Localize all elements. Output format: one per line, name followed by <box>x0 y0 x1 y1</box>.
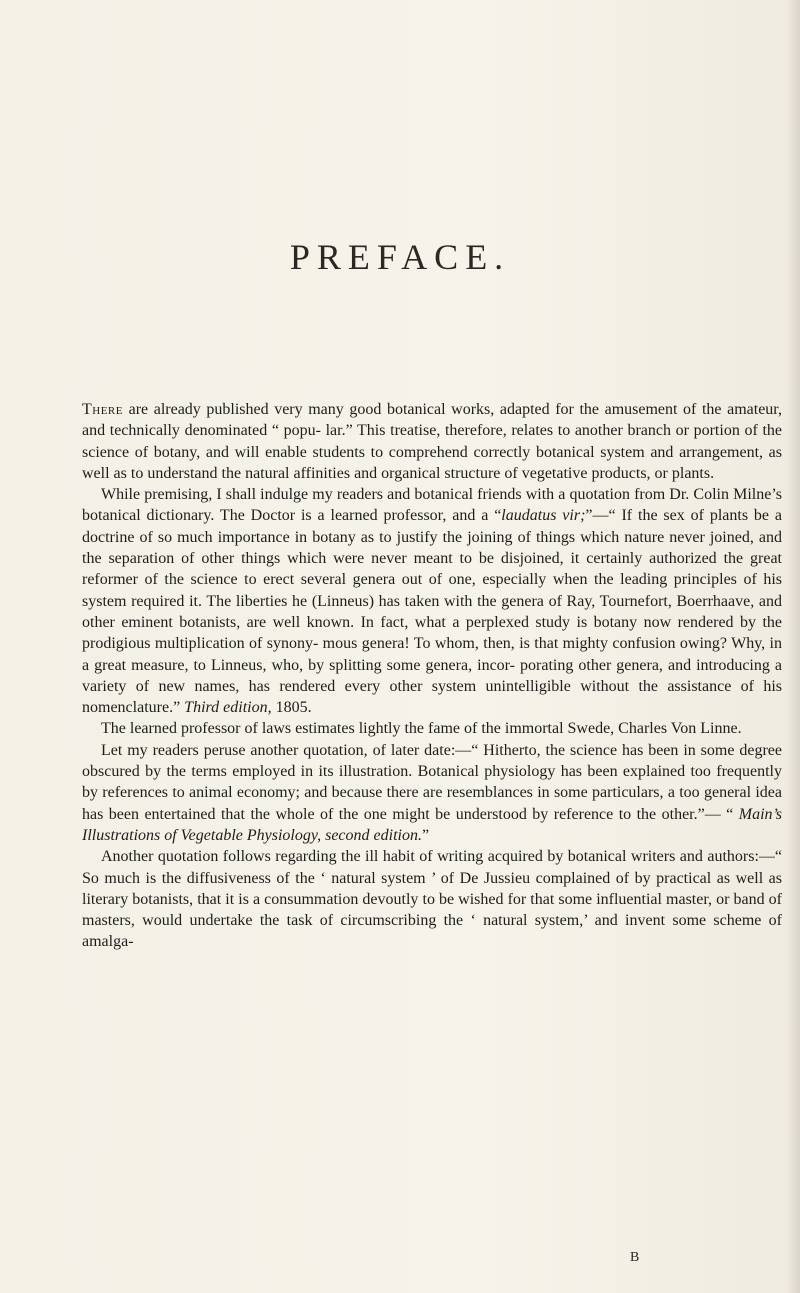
paragraph-2 <box>82 484 782 718</box>
paragraph-5: Another quotation follows regarding the ill habit of writing acquired by botanical writers and authors:—“ So much is the diffusiveness of the ‘ natural system ’ of De Jussieu complained of by practical as well as literary botanists, that it is a consummation devoutly to be wished for that some influential master, or band of masters, would undertake the task of circumscribing the ‘ natural system,’ and invent some scheme of amalga- <box>82 848 782 951</box>
citation-main: Main’s Illustrations of Vegetable Physiology, second edition. <box>82 805 782 844</box>
paragraph-1-text: are already published very many good botanical works, adapted for the amusement of the amateur, and technically denominated “ popu- lar.” This treatise, therefore, relates to another branch or portion of the science of botany, and will enable students to comprehend correctly botanical system and arrangement, as well as to understand the natural affinities and organical structure of vegetative products, or plants. <box>82 401 782 482</box>
paragraph-3: The learned professor of laws estimates lightly the fame of the immortal Swede, Charles Von Linne. <box>101 720 742 738</box>
paragraph-1 <box>82 399 782 484</box>
paragraph-4 <box>82 740 782 846</box>
paragraph-2-text-b: ”—“ If the sex of plants be a doctrine of so much importance in botany as to justify the joining of things which nature never joined, and the separation of other things which were never meant to be disjoined, it certainly authorized the great reformer of the science to erect several genera out of one, especially when the leading principles of his system required it. The liberties he (Linneus) has taken with the genera of Ray, Tournefort, Boerrhaave, and other eminent botanists, are well known. In fact, what a perplexed study is botany now rendered by the prodigious multiplication of synony- mous genera! To whom, then, is that mighty confusion owing? Why, in a great measure, to Linneus, who, by splitting some genera, incor- porating other genera, and introducing a variety of new names, has rendered every other system unintelligible without the assistance of his nomenclature.” <box>82 507 782 717</box>
body-text <box>82 399 782 953</box>
paragraph-2-text-a: While premising, I shall indulge my readers and botanical friends with a quotation from Dr. Colin Milne’s botanical dictionary. The Doctor is a learned professor, and a “ <box>82 486 782 525</box>
paragraph-2-text-c: 1805. <box>271 699 312 717</box>
citation-edition: Third edition, <box>184 699 272 717</box>
page-edge-shadow <box>786 0 800 1293</box>
latin-phrase: laudatus vir; <box>501 507 586 525</box>
opening-word: There <box>82 401 123 418</box>
signature-mark: B <box>630 1250 640 1265</box>
paragraph-4-text-a: Let my readers peruse another quotation, of later date:—“ Hitherto, the science has been in some degree obscured by the terms employed in its illustration. Botanical physiology has been explained too frequently by references to animal economy; and because there are resemblances in some particulars, a too general idea has been entertained that the whole of the one might be understood by reference to the other.”— “ <box>82 741 782 823</box>
paragraph-4-text-b: ” <box>421 826 430 844</box>
page-title: PREFACE. <box>289 237 511 277</box>
